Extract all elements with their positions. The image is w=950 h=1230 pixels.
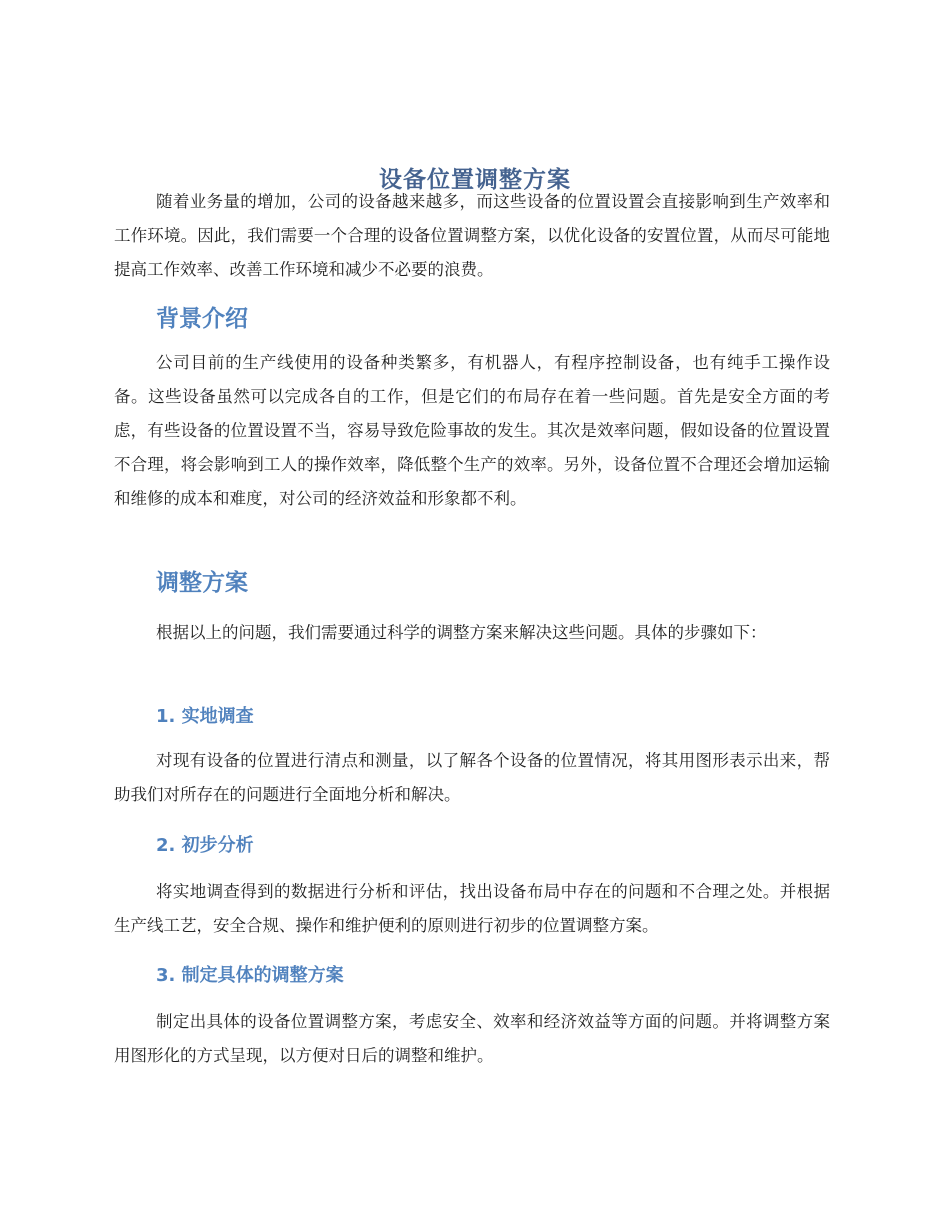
step-paragraph-1: 对现有设备的位置进行清点和测量，以了解各个设备的位置情况，将其用图形表示出来，帮助我们对所存在的问题进行全面地分析和解决。 — [114, 751, 830, 804]
background-paragraph: 公司目前的生产线使用的设备种类繁多，有机器人，有程序控制设备，也有纯手工操作设备。这些设备虽然可以完成各自的工作，但是它们的布局存在着一些问题。首先是安全方面的考虑，有些设备的位置设置不当，容易导致危险事故的发生。其次是效率问题，假如设备的位置设置不合理，将会影响到工人的操作效率，降低整个生产的效率。另外，设备位置不合理还会增加运输和维修的成本和难度，对公司的经济效益和形象都不利。 — [114, 353, 830, 508]
step-paragraph-2: 将实地调查得到的数据进行分析和评估，找出设备布局中存在的问题和不合理之处。并根据生产线工艺，安全合规、操作和维护便利的原则进行初步的位置调整方案。 — [114, 882, 830, 935]
step-heading-2: 2. 初步分析 — [156, 835, 254, 856]
page-title: 设备位置调整方案 — [379, 167, 571, 194]
step-heading-1: 1. 实地调查 — [156, 706, 254, 727]
intro-paragraph: 随着业务量的增加，公司的设备越来越多，而这些设备的位置设置会直接影响到生产效率和工作环境。因此，我们需要一个合理的设备位置调整方案，以优化设备的安置位置，从而尽可能地提高工作效率、改善工作环境和减少不必要的浪费。 — [114, 192, 830, 279]
section-heading-background: 背景介绍 — [156, 306, 248, 332]
plan-paragraph: 根据以上的问题，我们需要通过科学的调整方案来解决这些问题。具体的步骤如下： — [156, 623, 767, 642]
step-paragraph-3: 制定出具体的设备位置调整方案，考虑安全、效率和经济效益等方面的问题。并将调整方案用图形化的方式呈现，以方便对日后的调整和维护。 — [114, 1012, 830, 1065]
step-heading-3: 3. 制定具体的调整方案 — [156, 965, 344, 986]
section-heading-plan: 调整方案 — [156, 570, 248, 596]
